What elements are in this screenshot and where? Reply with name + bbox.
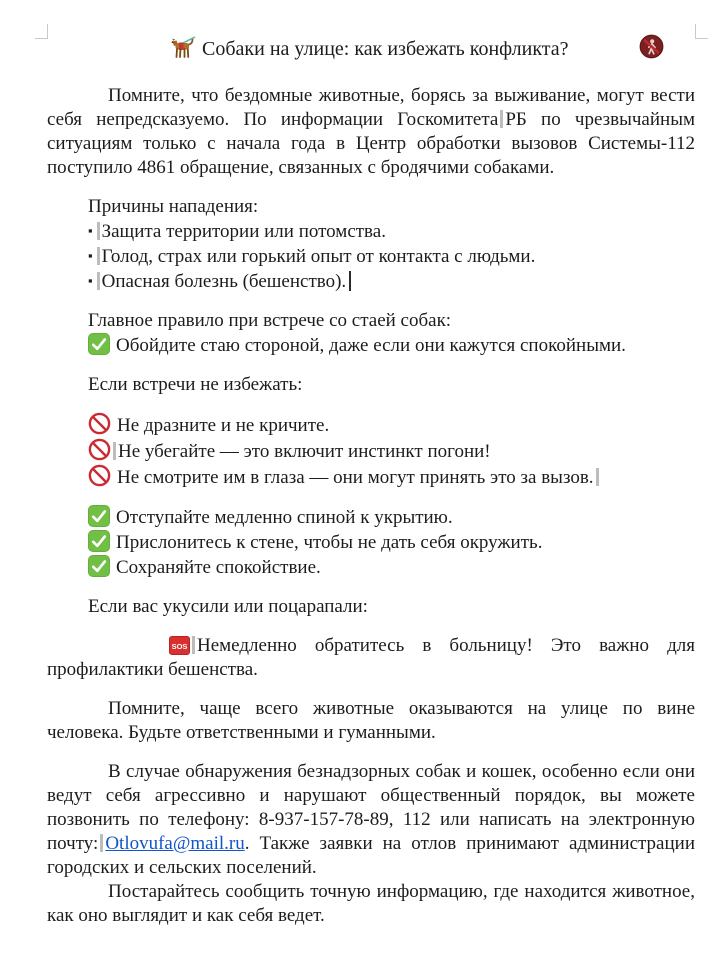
dont-item — [88, 438, 695, 464]
blank-line — [47, 682, 695, 697]
dont-item — [88, 412, 695, 438]
check-mark-icon — [88, 333, 110, 355]
document-title — [47, 34, 695, 62]
encounter-heading: Если встречи не избежать: — [88, 374, 303, 395]
sos-icon — [108, 636, 190, 655]
do-text: Отступайте медленно спиной к укрытию. — [116, 507, 453, 528]
check-mark-icon — [88, 530, 110, 552]
contact-text-before: В случае обнаружения безнадзорных собак и кошек, особенно если они ведут себя агрессивно и нарушают общественный порядок, вы можете позвонить по телефону: 8-937-157-78-89, 112 или написать на электронную почту: — [47, 761, 695, 854]
bullet-text: Голод, страх или горький опыт от контакта с людьми. — [101, 246, 536, 267]
check-mark-icon — [88, 505, 110, 527]
bullet-marker: ▪ — [88, 248, 93, 263]
blank-line — [47, 294, 695, 309]
text-boundary-mark-top-left — [35, 24, 48, 39]
bullet-item — [88, 269, 695, 294]
check-mark-icon — [88, 555, 110, 577]
collab-cursor-mark — [500, 110, 503, 128]
main-rule-heading: Главное правило при встрече со стаей собак: — [88, 310, 452, 331]
sos-label: SOS — [171, 642, 188, 651]
contact-text-after: . Также заявки на отлов принимают администрации городских и сельских поселений. — [47, 833, 695, 878]
collab-cursor-mark — [97, 272, 100, 290]
bullet-text: Защита территории или потомства. — [101, 221, 386, 242]
bullet-marker: ▪ — [88, 223, 93, 238]
intro-paragraph — [47, 84, 695, 180]
blank-line — [47, 180, 695, 195]
no-pedestrians-icon — [578, 34, 664, 59]
dont-text: Не смотрите им в глаза — они могут принять это за вызов. — [117, 467, 594, 488]
collab-cursor-mark — [113, 442, 116, 460]
collab-cursor-mark — [97, 247, 100, 265]
dont-text: Не убегайте — это включит инстинкт погони! — [118, 441, 491, 462]
intro-text-after: РБ по чрезвычайным ситуациям только с начала года в Центр обработки вызовов Системы-112 поступило 4861 обращение, связанных с бродячими собаками. — [47, 109, 695, 178]
main-rule-text: Обойдите стаю стороной, даже если они кажутся спокойными. — [116, 335, 626, 356]
blank-line — [47, 745, 695, 760]
collab-cursor-mark — [192, 636, 195, 654]
intro-text-before: Помните, что бездомные животные, борясь за выживание, могут вести себя непредсказуемо. По информации Госкомитета — [47, 85, 695, 130]
collab-cursor-mark — [100, 834, 103, 852]
text-caret — [349, 271, 351, 291]
do-text: Прислонитесь к стене, чтобы не дать себя окружить. — [116, 532, 543, 553]
email-link[interactable]: Otlovufa@mail.ru — [105, 833, 245, 854]
sos-text: Немедленно обратитесь в больницу! Это важно для профилактики бешенства. — [47, 635, 695, 680]
do-item — [88, 555, 695, 580]
collab-cursor-mark — [596, 468, 599, 486]
blank-line — [47, 619, 695, 634]
do-item — [88, 530, 695, 555]
text-boundary-mark-top-right — [695, 24, 708, 39]
no-entry-icon — [88, 412, 111, 435]
bullet-item — [88, 219, 695, 244]
blank-line — [47, 490, 695, 505]
no-entry-icon — [88, 464, 111, 487]
final-paragraph: Постарайтесь сообщить точную информацию, где находится животное, как оно выглядит и как себя ведет. — [47, 881, 695, 926]
sos-paragraph — [47, 634, 695, 682]
guide-dog-icon — [108, 36, 196, 59]
contact-paragraph — [47, 760, 695, 880]
blank-line — [47, 358, 695, 373]
collab-cursor-mark — [97, 222, 100, 240]
bitten-heading: Если вас укусили или поцарапали: — [88, 596, 368, 617]
do-text: Сохраняйте спокойствие. — [116, 557, 321, 578]
blank-line — [47, 397, 695, 412]
dont-text: Не дразните и не кричите. — [117, 415, 330, 436]
blank-line — [47, 62, 695, 84]
no-entry-icon — [88, 438, 111, 461]
blank-line — [47, 580, 695, 595]
remember-paragraph: Помните, чаще всего животные оказываются на улице по вине человека. Будьте ответственными и гуманными. — [47, 698, 695, 743]
do-item — [88, 505, 695, 530]
bullet-item — [88, 244, 695, 269]
bullet-text: Опасная болезнь (бешенство). — [101, 271, 347, 292]
title-text: Собаки на улице: как избежать конфликта? — [202, 38, 569, 60]
bullet-marker: ▪ — [88, 273, 93, 288]
dont-item — [88, 464, 695, 490]
main-rule-item — [88, 333, 695, 358]
reasons-heading: Причины нападения: — [88, 196, 259, 217]
